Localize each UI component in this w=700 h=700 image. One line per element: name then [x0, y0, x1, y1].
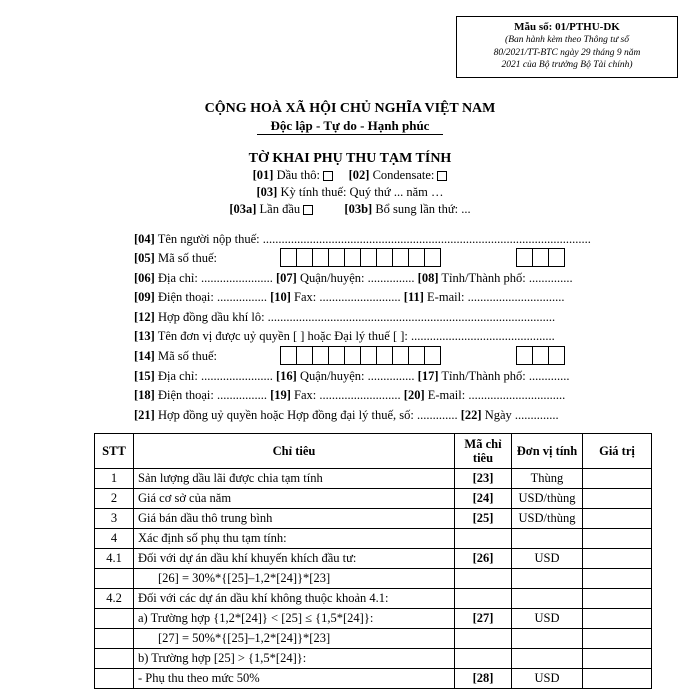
table-row: 4.1 Đối với dự án dầu khí khuyến khích đầu tư: [26] USD — [95, 549, 652, 569]
field-authorized-agent[interactable]: [13] Tên đơn vị được uỷ quyền [ ] hoặc Đại lý thuế [ ]: .............................................. — [134, 329, 555, 343]
form-code-box — [456, 16, 678, 78]
nation-heading: CỘNG HOÀ XÃ HỘI CHỦ NGHĨA VIỆT NAM — [204, 101, 496, 116]
tax-code-boxes[interactable] — [280, 248, 440, 267]
value-cell — [583, 529, 652, 549]
table-row: 3 Giá bán dầu thô trung bình [25] USD/thùng — [95, 509, 652, 529]
agent-tax-code-suffix-boxes[interactable] — [516, 346, 564, 365]
agent-tax-code-boxes[interactable] — [280, 346, 440, 365]
header-unit: Đơn vị tính — [512, 434, 583, 469]
value-cell[interactable] — [583, 509, 652, 529]
address-row: [06] Địa chỉ: ....................... [07] Quận/huyện: ............... [08] Tỉnh/Thành phố: .............. — [134, 271, 573, 285]
contact-row: [09] Điện thoại: ................ [10] Fax: .......................... [11] E-mail: ............................... — [134, 290, 565, 304]
agent-contact-row: [18] Điện thoại: ................ [19] Fax: .......................... [20] E-mail: ............................... — [134, 388, 566, 402]
tax-period-row: [03] Kỳ tính thuế: Quý thứ ... năm … — [256, 185, 444, 199]
form-title: TỜ KHAI PHỤ THU TẠM TÍNH — [248, 151, 452, 166]
value-cell — [583, 569, 652, 589]
value-cell[interactable] — [583, 669, 652, 689]
header-stt: STT — [95, 434, 134, 469]
form-note-line: (Ban hành kèm theo Thông tư số — [505, 35, 629, 45]
condensate-checkbox[interactable] — [437, 171, 447, 181]
tax-code-suffix-boxes[interactable] — [516, 248, 564, 267]
table-row: a) Trường hợp {1,2*[24]} < [25] ≤ {1,5*[24]}: [27] USD — [95, 609, 652, 629]
submission-type-row: [03a] Lần đầu [03b] Bổ sung lần thứ: ... — [229, 202, 471, 216]
value-cell — [583, 649, 652, 669]
form-note-line: 80/2021/TT-BTC ngày 29 tháng 9 năm — [493, 47, 641, 58]
header-code: Mã chỉ tiêu — [455, 434, 512, 469]
value-cell — [583, 589, 652, 609]
product-type-row: [01] Dầu thô: [02] Condensate: — [0, 168, 700, 183]
first-time-checkbox[interactable] — [303, 205, 313, 215]
field-taxpayer-name[interactable]: [04] Tên người nộp thuế: ......................................................................................................... — [134, 232, 591, 246]
table-header-row — [95, 434, 652, 469]
value-cell[interactable] — [583, 469, 652, 489]
form-code: Mẫu số: 01/PTHU-DK — [514, 21, 620, 33]
agency-contract-row: [21] Hợp đồng uỷ quyền hoặc Hợp đồng đại lý thuế, số: ............. [22] Ngày .............. — [134, 408, 559, 422]
table-row: 2 Giá cơ sở của năm [24] USD/thùng — [95, 489, 652, 509]
table-row: 4.2 Đối với các dự án dầu khí không thuộc khoản 4.1: — [95, 589, 652, 609]
header-item: Chỉ tiêu — [134, 434, 455, 469]
motto-text: Độc lập - Tự do - Hạnh phúc — [257, 118, 444, 135]
form-note-line: 2021 của Bộ trưởng Bộ Tài chính) — [501, 60, 633, 70]
value-cell[interactable] — [583, 549, 652, 569]
table-row: [26] = 30%*{[25]–1,2*[24]}*[23] — [95, 569, 652, 589]
value-cell — [583, 629, 652, 649]
declaration-table — [94, 433, 652, 689]
agent-address-row: [15] Địa chỉ: ....................... [16] Quận/huyện: ............... [17] Tỉnh/Thành phố: ............. — [134, 369, 570, 383]
value-cell[interactable] — [583, 609, 652, 629]
field-tax-code: [05] Mã số thuế: — [134, 251, 217, 265]
crude-oil-checkbox[interactable] — [323, 171, 333, 181]
table-row: 1 Sản lượng dầu lãi được chia tạm tính [23] Thùng — [95, 469, 652, 489]
field-contract-block[interactable]: [12] Hợp đồng dầu khí lô: ............................................................................................ — [134, 310, 556, 324]
motto — [0, 118, 700, 134]
table-row: 4 Xác định số phụ thu tạm tính: — [95, 529, 652, 549]
table-row: [27] = 50%*{[25]–1,2*[24]}*[23] — [95, 629, 652, 649]
field-agent-tax-code: [14] Mã số thuế: — [134, 349, 217, 363]
table-row: b) Trường hợp [25] > {1,5*[24]}: — [95, 649, 652, 669]
header-value: Giá trị — [583, 434, 652, 469]
value-cell[interactable] — [583, 489, 652, 509]
table-row: - Phụ thu theo mức 50% [28] USD — [95, 669, 652, 689]
